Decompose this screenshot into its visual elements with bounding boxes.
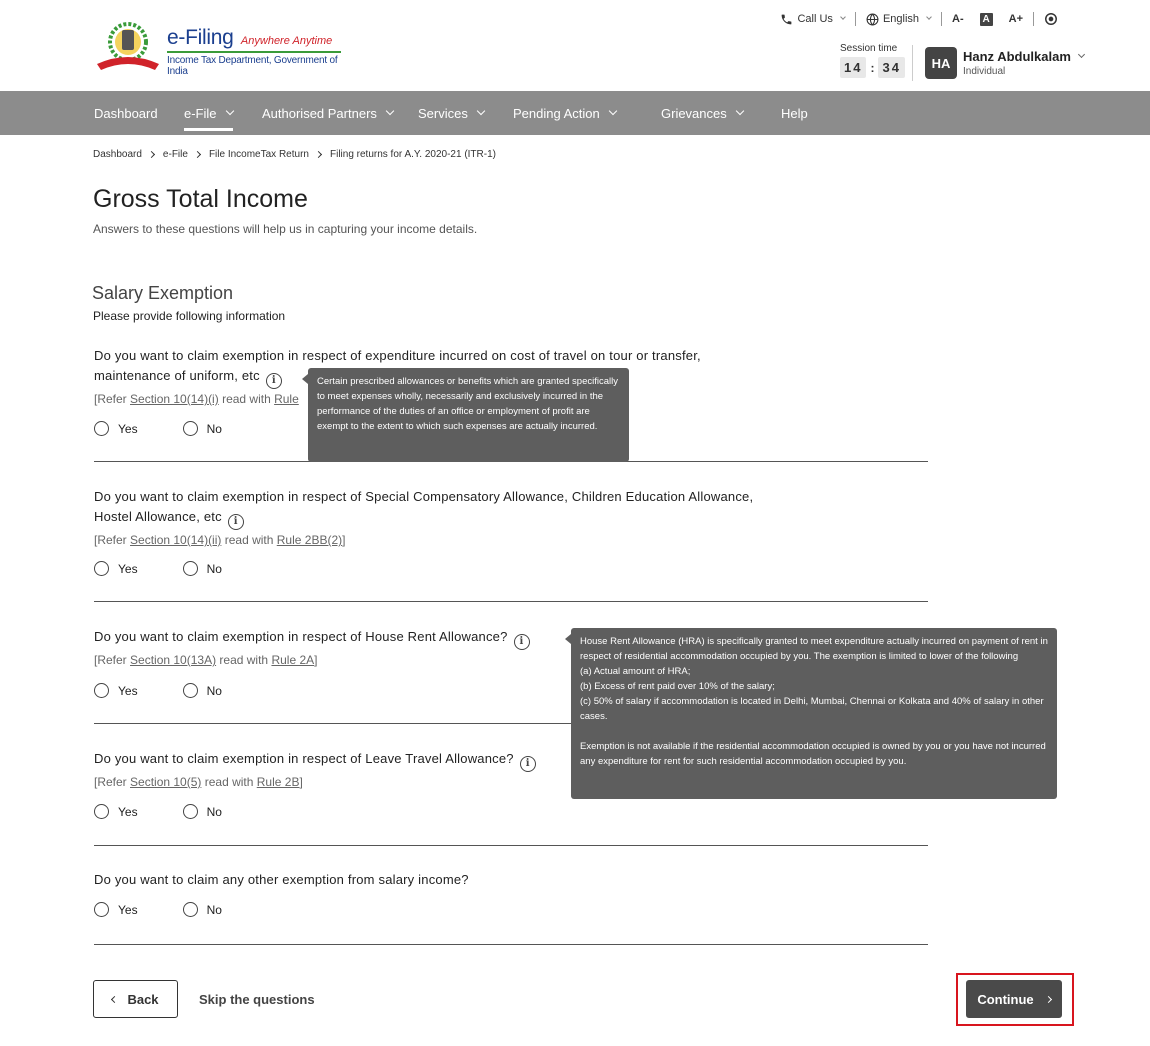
radio-label: No bbox=[206, 902, 222, 917]
font-default-icon: A bbox=[980, 13, 993, 26]
tooltip-spacer bbox=[580, 724, 1048, 739]
logo-subtitle: Income Tax Department, Government of India bbox=[167, 51, 341, 77]
radio-label: Yes bbox=[118, 683, 138, 698]
session-timer bbox=[840, 43, 905, 78]
emblem-logo[interactable] bbox=[93, 20, 163, 72]
question-reference bbox=[94, 530, 928, 550]
section-link[interactable]: Section 10(14)(ii) bbox=[130, 533, 222, 547]
nav-label: Pending Action bbox=[513, 105, 600, 121]
logo-title: e-Filing bbox=[167, 26, 234, 49]
divider bbox=[94, 845, 928, 846]
ref-text: [Refer bbox=[94, 775, 131, 789]
info-icon[interactable]: i bbox=[228, 514, 244, 530]
nav-efile[interactable] bbox=[184, 91, 233, 135]
question-line: maintenance of uniform, etc bbox=[94, 368, 260, 383]
ref-text: read with bbox=[216, 653, 272, 667]
ref-text: ] bbox=[299, 775, 303, 789]
radio-no[interactable] bbox=[183, 683, 222, 698]
main-nav bbox=[0, 91, 1150, 135]
breadcrumb-current: Filing returns for A.Y. 2020-21 (ITR-1) bbox=[329, 149, 496, 160]
contrast-icon bbox=[1044, 12, 1058, 26]
tooltip-text: (a) Actual amount of HRA; bbox=[580, 666, 691, 677]
session-colon: : bbox=[870, 60, 875, 75]
chevron-down-icon bbox=[225, 107, 233, 115]
nav-label: Dashboard bbox=[94, 105, 158, 121]
font-increase-icon: A+ bbox=[1008, 13, 1023, 25]
nav-services[interactable] bbox=[418, 91, 484, 135]
radio-label: No bbox=[206, 561, 222, 576]
question-line: Do you want to claim exemption in respect of Leave Travel Allowance? bbox=[94, 751, 514, 766]
language-label: English bbox=[882, 13, 920, 25]
breadcrumb bbox=[93, 149, 496, 160]
logo-text bbox=[167, 26, 341, 77]
header bbox=[0, 0, 1150, 91]
chevron-down-icon bbox=[840, 14, 846, 20]
radio-circle[interactable] bbox=[94, 561, 109, 576]
info-icon[interactable]: i bbox=[520, 756, 536, 772]
avatar[interactable]: HA bbox=[925, 47, 957, 79]
radio-circle[interactable] bbox=[94, 804, 109, 819]
radio-label: Yes bbox=[118, 902, 138, 917]
radio-no[interactable] bbox=[183, 902, 222, 917]
font-decrease-icon: A- bbox=[952, 13, 964, 25]
radio-label: Yes bbox=[118, 561, 138, 576]
breadcrumb-file-return[interactable]: File IncomeTax Return bbox=[208, 149, 309, 160]
radio-label: Yes bbox=[118, 421, 138, 436]
question-line: Do you want to claim exemption in respect of Special Compensatory Allowance, Children Education Allowance, bbox=[94, 489, 754, 504]
chevron-right-icon bbox=[148, 151, 155, 158]
tooltip-text: House Rent Allowance (HRA) is specifically granted to meet expenditure actually incurred on payment of rent in respect of residential accommodation occupied by you. The exemption is limited to lower of the following bbox=[580, 636, 1048, 662]
radio-label: No bbox=[206, 683, 222, 698]
radio-circle[interactable] bbox=[94, 421, 109, 436]
ref-text: read with bbox=[221, 533, 277, 547]
chevron-down-icon bbox=[926, 14, 932, 20]
language-selector[interactable] bbox=[856, 13, 941, 26]
radio-circle[interactable] bbox=[183, 421, 198, 436]
nav-label: Services bbox=[418, 105, 468, 121]
divider bbox=[94, 601, 928, 602]
nav-dashboard[interactable] bbox=[94, 91, 158, 135]
radio-group bbox=[94, 804, 928, 819]
tooltip-arrow bbox=[565, 634, 571, 644]
utility-bar bbox=[770, 12, 1058, 26]
theme-button[interactable] bbox=[1034, 12, 1058, 26]
nav-label: Authorised Partners bbox=[262, 105, 377, 121]
section-title: Salary Exemption bbox=[92, 283, 234, 303]
nav-label: Help bbox=[781, 105, 808, 121]
breadcrumb-dashboard[interactable]: Dashboard bbox=[93, 149, 142, 160]
tooltip-arrow bbox=[302, 374, 308, 384]
continue-button[interactable] bbox=[966, 980, 1062, 1018]
question-line: Do you want to claim exemption in respect of House Rent Allowance? bbox=[94, 629, 508, 644]
info-icon[interactable]: i bbox=[514, 634, 530, 650]
page-subtitle: Answers to these questions will help us in capturing your income details. bbox=[93, 222, 478, 236]
session-minutes: 14 bbox=[840, 57, 866, 78]
info-icon[interactable]: i bbox=[266, 373, 282, 389]
chevron-right-icon bbox=[194, 151, 201, 158]
session-label: Session time bbox=[840, 43, 898, 54]
question-line: Hostel Allowance, etc bbox=[94, 509, 222, 524]
radio-no[interactable] bbox=[183, 561, 222, 576]
phone-icon bbox=[780, 13, 793, 26]
question-line: Do you want to claim any other exemption from salary income? bbox=[94, 872, 469, 887]
section-link[interactable]: Section 10(5) bbox=[130, 775, 202, 789]
tooltip-text: (c) 50% of salary if accommodation is located in Delhi, Mumbai, Chennai or Kolkata and 40% of salary in other cases. bbox=[580, 696, 1044, 722]
rule-link[interactable]: Rule 2A bbox=[271, 653, 315, 667]
radio-circle[interactable] bbox=[94, 902, 109, 917]
continue-label: Continue bbox=[977, 991, 1034, 1007]
chevron-down-icon bbox=[1078, 51, 1085, 58]
tooltip-hra bbox=[571, 628, 1057, 799]
rule-link[interactable]: Rule bbox=[274, 392, 299, 406]
question-text bbox=[94, 870, 928, 890]
back-label: Back bbox=[127, 991, 159, 1007]
nav-label: e-File bbox=[184, 105, 217, 121]
ref-text: read with bbox=[201, 775, 257, 789]
question-line: Do you want to claim exemption in respect of expenditure incurred on cost of travel on tour or transfer, bbox=[94, 348, 701, 363]
user-menu[interactable] bbox=[963, 49, 1084, 64]
chevron-right-icon bbox=[315, 151, 322, 158]
page-title: Gross Total Income bbox=[93, 185, 308, 213]
globe-icon bbox=[866, 13, 879, 26]
radio-no[interactable] bbox=[183, 421, 222, 436]
radio-group bbox=[94, 561, 928, 576]
user-role: Individual bbox=[963, 66, 1006, 77]
radio-circle[interactable] bbox=[94, 683, 109, 698]
chevron-down-icon bbox=[608, 107, 616, 115]
radio-circle[interactable] bbox=[183, 683, 198, 698]
radio-circle[interactable] bbox=[183, 561, 198, 576]
tooltip-travel bbox=[308, 368, 629, 462]
font-decrease-button[interactable] bbox=[942, 13, 974, 25]
radio-no[interactable] bbox=[183, 804, 222, 819]
call-us-label: Call Us bbox=[797, 13, 833, 25]
session-seconds: 34 bbox=[878, 57, 904, 78]
chevron-left-icon bbox=[111, 995, 118, 1002]
tooltip-text: Exemption is not available if the residential accommodation occupied is owned by you or you have not incurred any expenditure for rent for such residential accommodation occupied by you. bbox=[580, 741, 1046, 767]
logo-tagline: Anywhere Anytime bbox=[240, 35, 333, 47]
rule-link[interactable]: Rule 2B bbox=[256, 775, 300, 789]
font-default-button[interactable] bbox=[974, 13, 999, 26]
tooltip-text: (b) Excess of rent paid over 10% of the salary; bbox=[580, 681, 775, 692]
nav-authorised-partners[interactable] bbox=[262, 91, 393, 135]
breadcrumb-efile[interactable]: e-File bbox=[162, 149, 188, 160]
radio-yes[interactable] bbox=[94, 804, 138, 819]
section-link[interactable]: Section 10(13A) bbox=[130, 653, 217, 667]
divider bbox=[94, 944, 928, 945]
question-text bbox=[94, 487, 928, 530]
radio-label: No bbox=[206, 804, 222, 819]
radio-circle[interactable] bbox=[183, 902, 198, 917]
ref-text: ] bbox=[342, 533, 346, 547]
question-other-exemption bbox=[94, 870, 928, 917]
font-increase-button[interactable] bbox=[999, 13, 1033, 25]
radio-yes[interactable] bbox=[94, 421, 138, 436]
radio-group bbox=[94, 902, 928, 917]
nav-label: Grievances bbox=[661, 105, 727, 121]
ref-text: [Refer bbox=[94, 653, 131, 667]
radio-label: No bbox=[206, 421, 222, 436]
call-us-button[interactable] bbox=[770, 13, 854, 26]
ref-text: [Refer bbox=[94, 533, 131, 547]
radio-yes[interactable] bbox=[94, 683, 138, 698]
chevron-right-icon bbox=[1045, 995, 1052, 1002]
skip-questions-link[interactable]: Skip the questions bbox=[199, 992, 315, 1007]
divider bbox=[912, 45, 913, 81]
rule-link[interactable]: Rule 2BB(2) bbox=[276, 533, 343, 547]
nav-help[interactable] bbox=[781, 91, 808, 135]
radio-yes[interactable] bbox=[94, 902, 138, 917]
radio-label: Yes bbox=[118, 804, 138, 819]
user-name: Hanz Abdulkalam bbox=[963, 49, 1071, 64]
back-button[interactable] bbox=[93, 980, 178, 1018]
question-special-allowance bbox=[94, 487, 928, 576]
nav-pending-action[interactable] bbox=[513, 91, 616, 135]
tooltip-text: Certain prescribed allowances or benefits which are granted specifically to meet expenses wholly, necessarily and exclusively incurred in the performance of the duties of an office or employment of profit are exempt to the extent to which such expenses are actually incurred. bbox=[317, 376, 618, 432]
radio-yes[interactable] bbox=[94, 561, 138, 576]
ref-text: read with bbox=[218, 392, 275, 406]
ref-text: [Refer bbox=[94, 392, 131, 406]
section-subtitle: Please provide following information bbox=[93, 309, 286, 323]
radio-circle[interactable] bbox=[183, 804, 198, 819]
chevron-down-icon bbox=[736, 107, 744, 115]
chevron-down-icon bbox=[477, 107, 485, 115]
nav-grievances[interactable] bbox=[661, 91, 743, 135]
chevron-down-icon bbox=[386, 107, 394, 115]
ref-text: ] bbox=[314, 653, 318, 667]
section-link[interactable]: Section 10(14)(i) bbox=[130, 392, 219, 406]
